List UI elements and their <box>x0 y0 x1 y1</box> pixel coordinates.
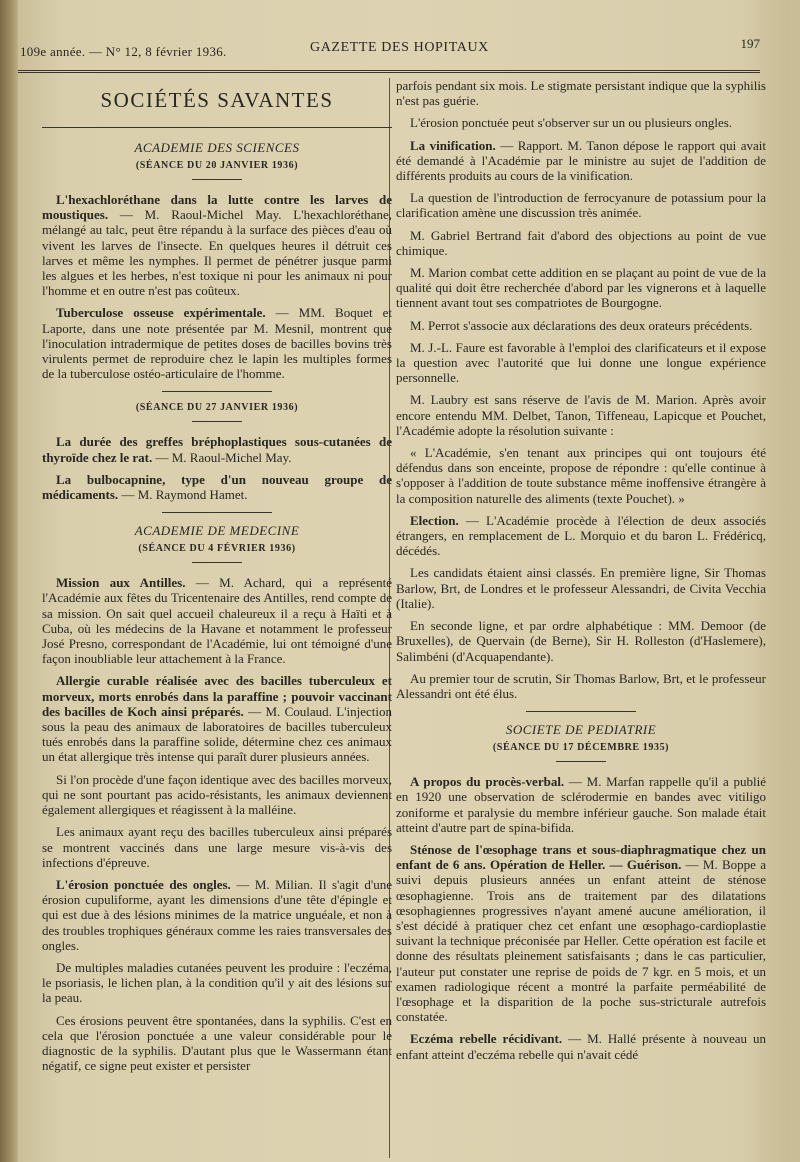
article-text: — MM. Boquet et Laporte, dans une note présentée par M. Mesnil, montrent que l'inoculation intradermique de petites doses de bacilles bovins très virulents permet de reproduire chez le lapin les multiples formes de la tuberculose ostéo-articulaire de l'homme. <box>42 305 392 382</box>
article-paragraph: L'érosion ponctuée peut s'observer sur un ou plusieurs ongles. <box>410 115 733 131</box>
session-date: (SÉANCE DU 27 JANVIER 1936) <box>135 402 299 414</box>
article-heading: Allergie curable réalisée avec des bacilles tuberculeux et morveux, morts enrobés dans la paraffine ; pouvoir vaccinant des bacilles de Koch ainsi préparés. <box>42 673 392 719</box>
article-text: — M. Hallé présente à nouveau un enfant atteint d'eczéma rebelle qui n'avait cédé <box>396 1031 766 1062</box>
article-heading: L'érosion ponctuée des ongles. <box>56 876 231 892</box>
article-paragraph: Les animaux ayant reçu des bacilles tuberculeux ainsi préparés se montrent vaccinés dans une large mesure vis-à-vis des infections d'épreuve. <box>42 824 392 870</box>
article-heading: La vinification. <box>410 137 496 153</box>
article-paragraph: Ces érosions peuvent être spontanées, dans la syphilis. C'est en cela que l'érosion ponctuée a une valeur considérable pour le diagnostic de la syphilis. D'autant plus que le Wassermann étant négatif, ce signe peut exister et persister <box>42 1012 392 1074</box>
article-paragraph: M. Laubry est sans réserve de l'avis de M. Marion. Après avoir encore entendu MM. Delbet, Tanon, Tiffeneau, Lapicque et Pouchet, l'Académie adopte la résolution suivante : <box>396 392 766 438</box>
session-date: (SÉANCE DU 20 JANVIER 1936) <box>135 160 299 171</box>
article-text: — Rapport. M. Tanon dépose le rapport qui avait été demandé à l'Académie par le ministre au sujet de l'addition de différents produits au cours de la vinification. <box>396 137 767 184</box>
article-text: — L'Académie procède à l'élection de deux associés étrangers, en remplacement de L. Morquio et du baron L. Frédéricq, décédés. <box>396 512 766 559</box>
divider <box>162 512 272 513</box>
article-text: — M. Raoul-Michel May. <box>152 449 292 465</box>
article-heading: La bulbocapnine, type d'un nouveau groupe de médicaments. <box>42 471 392 503</box>
article-paragraph <box>42 472 392 502</box>
article-heading: A propos du procès-verbal. <box>410 774 565 790</box>
session-date: (SÉANCE DU 17 DÉCEMBRE 1935) <box>492 742 670 754</box>
article-paragraph <box>42 877 392 953</box>
article-paragraph: Les candidats étaient ainsi classés. En première ligne, Sir Thomas Barlow, Brt, de Londres et le professeur Alessandri, de Civita Vecchia (Italie). <box>396 565 766 611</box>
article-paragraph: M. J.-L. Faure est favorable à l'emploi des clarificateurs et il expose la question avec l'autorité que lui donne une longue expérience personnelle. <box>396 339 766 386</box>
article-text: — M. Raymond Hamet. <box>118 487 248 503</box>
session-date: (SÉANCE DU 4 FÉVRIER 1936) <box>138 543 296 555</box>
left-column <box>42 78 392 1080</box>
academie-sciences-title: ACADEMIE DES SCIENCES <box>134 140 300 155</box>
article-text: — M. Boppe a suivi depuis plusieurs années un enfant atteint de sténose œsophagienne. Trois ans de traitement par des dilatations œsophagiennes progressives n'ayant amené aucune amélioration, il s'est décidé à pratiquer chez cet enfant une œsophago-cardioplastie suivant la technique préconisée par Heller. Cette opération est facile et donne des résultats pleinement satisfaisants ; dans le cas particulier, l'auteur put constater une reprise de poids de 7 kgr. en 5 mois, et un examen radiologique récent a montré la parfaite perméabilité de l'œsophage et la disparition de la poche sus-stricturale autrefois constatée. <box>396 857 766 1025</box>
article-paragraph <box>396 774 766 835</box>
article-heading: L'hexachloréthane dans la lutte contre les larves de moustiques. <box>42 192 392 223</box>
article-paragraph: De multiples maladies cutanées peuvent les produire : l'eczéma, le psoriasis, le lichen plan, à la condition qu'il y ait des lésions sur la peau. <box>42 959 392 1006</box>
divider <box>162 391 272 392</box>
article-paragraph: M. Perrot s'associe aux déclarations des deux orateurs précédents. <box>410 317 753 333</box>
article-paragraph <box>42 192 392 298</box>
divider <box>526 711 636 712</box>
journal-title: GAZETTE DES HOPITAUX <box>310 40 489 55</box>
article-paragraph: La question de l'introduction de ferrocyanure de potassium pour la clarification amène une discussion très animée. <box>396 190 766 221</box>
article-paragraph <box>42 305 392 381</box>
article-paragraph: Si l'on procède d'une façon identique avec des bacilles morveux, qui ne sont pourtant pas acido-résistants, les animaux deviennent également allergiques et réagissent à la malléine. <box>42 771 392 818</box>
article-heading: Eczéma rebelle récidivant. <box>410 1031 563 1047</box>
header-rule <box>18 70 760 73</box>
page-number: 197 <box>740 36 760 51</box>
divider <box>556 761 606 762</box>
article-paragraph: En seconde ligne, et par ordre alphabétique : MM. Demoor (de Bruxelles), de Quervain (de Berne), Sir H. Rolleston (d'Haslemere), Salimbéni (d'Acquapendante). <box>396 618 766 664</box>
article-text: — M. Raoul-Michel May. L'hexachloréthane, mélangé au talc, peut être répandu à la surface des pièces d'eau où vivent les larves de l'insecte. En quelques heures il détruit ces larves et même les nymphes. Il permet de pénétrer jusque parmi les algues et les herbes, n'est toxique ni pour les animaux ni pour l'homme et en outre n'est pas coûteux. <box>42 207 392 299</box>
article-text: — M. Achard, qui a représenté l'Académie aux fêtes du Tricentenaire des Antilles, rend compte de sa mission. On sait quel accueil chaleureux il a reçu à Haïti et à Cuba, où les médecins de la Havane et notamment le professeur José Presno, correspondant de l'Académie, lui ont témoigné d'une façon inoubliable leur attachement à la France. <box>42 575 393 667</box>
page-header <box>20 36 760 66</box>
article-heading: Tuberculose osseuse expérimentale. <box>56 305 266 321</box>
article-paragraph: M. Marion combat cette addition en se plaçant au point de vue de la qualité qui doit être recherchée d'abord par les vignerons et à laquelle tiennent avant tout ses compatriotes de Bourgogne. <box>396 265 766 311</box>
article-paragraph: M. Gabriel Bertrand fait d'abord des objections au point de vue chimique. <box>396 227 766 258</box>
right-column <box>396 78 766 1069</box>
page-binding <box>0 0 18 1162</box>
article-heading: Mission aux Antilles. <box>56 575 186 591</box>
issue-info: 109e année. — N° 12, 8 février 1936. <box>20 44 227 59</box>
article-paragraph: Au premier tour de scrutin, Sir Thomas Barlow, Brt, et le professeur Alessandri ont été élus. <box>396 670 766 701</box>
article-paragraph: « L'Académie, s'en tenant aux principes qui ont toujours été défendus dans son enceinte, propose de répondre : qu'elle continue à s'opposer à l'addition de toute substance même inoffensive étrangère à la composition naturelle des aliments (texte Pouchet). » <box>396 445 766 506</box>
article-paragraph <box>42 434 392 464</box>
article-paragraph <box>396 513 766 559</box>
article-paragraph <box>396 1031 766 1061</box>
divider <box>192 421 242 422</box>
article-text: — M. Coulaud. L'injection sous la peau des animaux de laboratoires de bacilles tuberculeux tués enrobés dans la paraffine solide, détermine chez ces animaux un état allergique très intense qui paraît durer plusieurs années. <box>42 703 392 765</box>
section-main-title: SOCIÉTÉS SAVANTES <box>100 88 334 112</box>
article-text: — M. Marfan rappelle qu'il a publié en 1920 une observation de sclérodermie en bandes avec vitiligo zoniforme et paralysie du membre inférieur gauche. Son malade était atteint d'autre part de spina-bifida. <box>396 774 766 835</box>
article-paragraph <box>42 673 392 764</box>
societe-pediatrie-title: SOCIETE DE PEDIATRIE <box>505 722 657 738</box>
article-paragraph <box>396 138 766 184</box>
article-heading: Sténose de l'œsophage trans et sous-diaphragmatique chez un enfant de 6 ans. Opération de Heller. — Guérison. <box>396 841 766 873</box>
article-text: — M. Milian. Il s'agit d'une érosion cupuliforme, ayant les dimensions d'une tête d'épingle et qui est due à des lésions minimes de la matrice unguéale, et non à des troubles trophiques généraux comme les raies transversales des ongles. <box>42 876 392 953</box>
article-paragraph: parfois pendant six mois. Le stigmate persistant indique que la syphilis n'est pas guérie. <box>396 78 766 109</box>
title-rule <box>42 127 392 128</box>
article-heading: La durée des greffes bréphoplastiques sous-cutanées de thyroïde chez le rat. <box>42 434 392 465</box>
divider <box>192 562 242 563</box>
academie-medecine-title: ACADEMIE DE MEDECINE <box>134 523 300 539</box>
article-paragraph <box>396 842 766 1024</box>
divider <box>192 179 242 180</box>
article-paragraph <box>42 575 392 666</box>
article-heading: Election. <box>410 512 459 528</box>
